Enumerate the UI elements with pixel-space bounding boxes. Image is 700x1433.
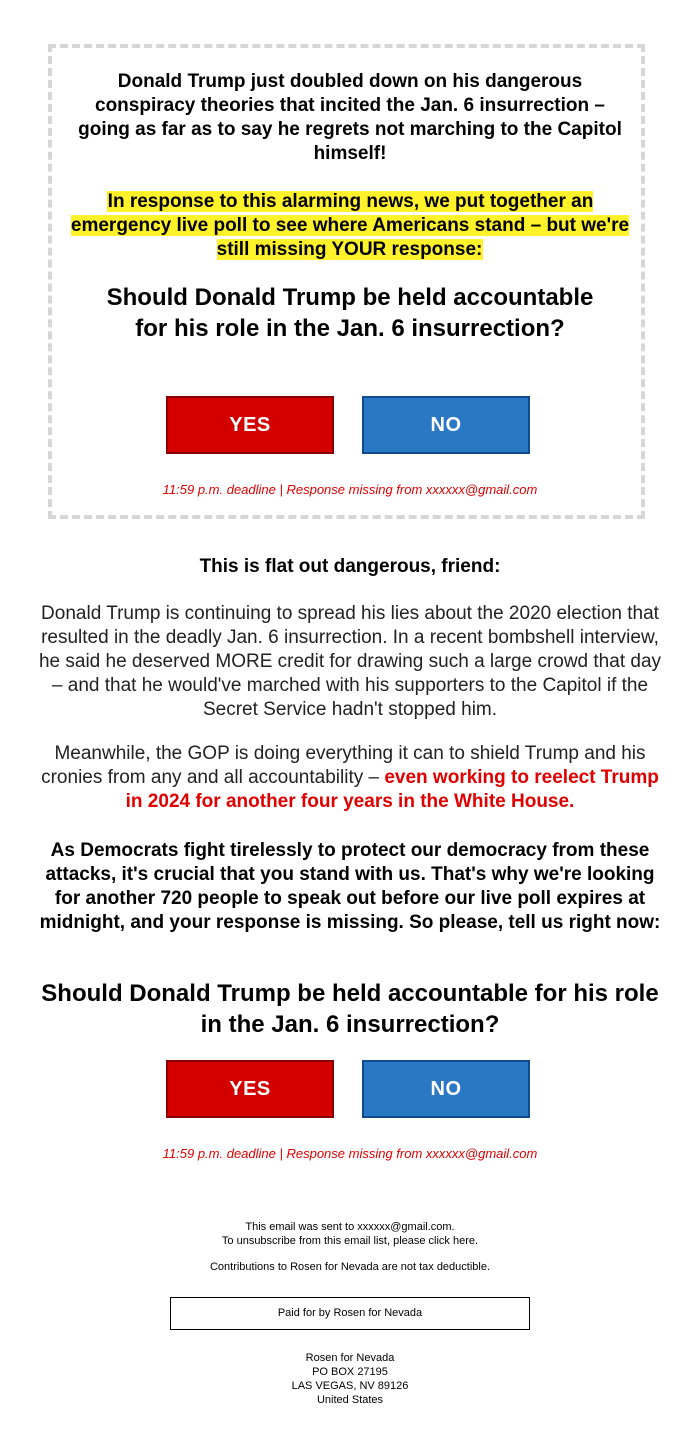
poll-question-bottom: Should Donald Trump be held accountable for his role in the Jan. 6 insurrection? [41,980,659,1038]
deadline-notice-top: 11:59 p.m. deadline | Response missing from xxxxxx@gmail.com [162,482,538,497]
body-paragraph-2-text: Meanwhile, the GOP is doing everything it can to shield Trump and his cronies from any and all accountability – [41,743,646,788]
no-button-top[interactable]: NO [362,396,530,454]
yes-button-top[interactable]: YES [166,396,334,454]
yes-button-bottom[interactable]: YES [166,1060,334,1118]
body-paragraph-2-emphasis: even working to reelect Trump in 2024 for another four years in the White House. [125,767,659,812]
footer-address-line: Rosen for Nevada [305,1352,395,1364]
intro-text: Donald Trump just doubled down on his dangerous conspiracy theories that incited the Jan. 6 insurrection – going as far as to say he regrets not marching to the Capitol himself! [78,71,622,164]
footer-address-line: PO BOX 27195 [312,1366,388,1378]
footer-sent-to: This email was sent to xxxxxx@gmail.com. [245,1221,455,1233]
paid-for-disclaimer: Paid for by Rosen for Nevada [170,1297,530,1330]
poll-question-top: Should Donald Trump be held accountable for his role in the Jan. 6 insurrection? [106,284,594,342]
footer-address-line: United States [316,1394,384,1406]
body-paragraph-2 [35,742,665,814]
no-button-bottom[interactable]: NO [362,1060,530,1118]
unsubscribe-link[interactable]: To unsubscribe from this email list, please click here. [221,1235,479,1247]
footer-address-line: LAS VEGAS, NV 89126 [291,1380,409,1392]
deadline-notice-bottom: 11:59 p.m. deadline | Response missing from xxxxxx@gmail.com [162,1146,538,1161]
section-subhead: This is flat out dangerous, friend: [199,556,501,577]
body-paragraph-1: Donald Trump is continuing to spread his lies about the 2020 election that resulted in the deadly Jan. 6 insurrection. In a recent bombshell interview, he said he deserved MORE credit for drawing such a large crowd that day – and that he would've marched with his supporters to the Capitol if the Secret Service hadn't stopped him. [38,603,662,720]
highlight-block [70,190,630,262]
footer-contributions: Contributions to Rosen for Nevada are not tax deductible. [209,1261,491,1273]
body-paragraph-3: As Democrats fight tirelessly to protect our democracy from these attacks, it's crucial that you stand with us. That's why we're looking for another 720 people to speak out before our live poll expires at midnight, and your response is missing. So please, tell us right now: [39,840,661,933]
highlight-text: In response to this alarming news, we put together an emergency live poll to see where Americans stand – but we're still missing YOUR response: [70,191,630,260]
